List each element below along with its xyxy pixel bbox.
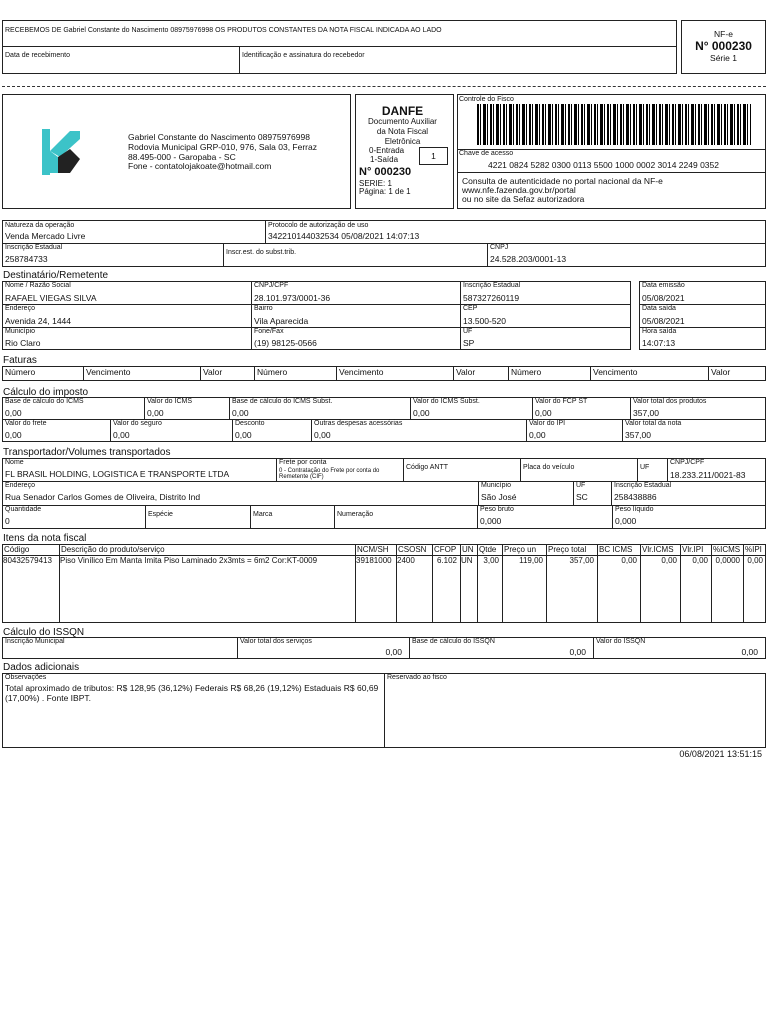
danfe-saida: 1-Saída — [370, 155, 399, 164]
hora-saida: 14:07:13 — [642, 338, 676, 348]
valor-produtos: 357,00 — [633, 408, 659, 418]
barcode — [477, 104, 751, 145]
col-header-csosn: CSOSN — [398, 545, 427, 554]
dest-cep: 13.500-520 — [463, 316, 507, 326]
col-header-cfop: CFOP — [434, 545, 457, 554]
danfe-line2: da Nota Fiscal — [376, 127, 429, 136]
transp-frete: 0 - Contratação do Frete por conta do Remetente (CIF) — [279, 468, 380, 480]
dest-municipio: Rio Claro — [5, 338, 41, 348]
danfe-entrada: 0-Entrada — [369, 146, 405, 155]
print-timestamp: 06/08/2021 13:51:15 — [679, 749, 762, 759]
faturas-title: Faturas — [3, 355, 37, 366]
nfe-number: N° 000230 — [695, 39, 752, 53]
transp-uf: SC — [576, 492, 588, 502]
data-saida: 05/08/2021 — [642, 316, 685, 326]
danfe-title: DANFE — [381, 104, 424, 118]
col-header-vlr-icms: Vlr.ICMS — [642, 545, 674, 554]
col-header-descricao: Descrição do produto/serviço — [61, 545, 165, 554]
emitter-line3: 88.495-000 - Garopaba - SC — [128, 152, 236, 162]
item-cell-pct-ipi: 0,00 — [747, 556, 763, 565]
dest-nome: RAFAEL VIEGAS SILVA — [5, 293, 97, 303]
transp-cnpj: 18.233.211/0021-83 — [670, 470, 746, 480]
item-cell-bc-icms: 0,00 — [621, 556, 637, 565]
col-header-vlr-ipi: Vlr.IPI — [682, 545, 704, 554]
transportador-title: Transportador/Volumes transportados — [3, 447, 171, 458]
transp-endereco: Rua Senador Carlos Gomes de Oliveira, Distrito Ind — [5, 492, 201, 502]
col-header-pct-ipi: %IPI — [745, 545, 762, 554]
nfe-serie: Série 1 — [710, 53, 737, 63]
itens-title: Itens da nota fiscal — [3, 533, 87, 544]
receipt-date-label: Data de recebimento — [5, 52, 70, 59]
col-header-preco-un: Preço un — [504, 545, 537, 554]
consulta-line1: Consulta de autenticidade no portal nacional da NF-e — [462, 176, 663, 186]
danfe-number: N° 000230 — [359, 166, 412, 178]
dest-cnpj: 28.101.973/0001-36 — [254, 293, 331, 303]
chave-label: Chave de acesso — [459, 150, 514, 157]
consulta-line3: ou no site da Sefaz autorizadora — [462, 194, 585, 204]
col-header-qtde: Qtde — [479, 545, 497, 554]
protocolo: 342210144032534 05/08/2021 14:07:13 — [268, 231, 420, 241]
observacoes: Total aproximado de tributos: R$ 128,95 (36,12%) Federais R$ 68,26 (19,12%) Estaduais R$ 60,69 (17,00%) . Fonte IBPT. — [5, 683, 379, 703]
transp-municipio: São José — [481, 492, 517, 502]
danfe-tipo: 1 — [431, 151, 436, 161]
col-header-ncm: NCM/SH — [357, 545, 389, 554]
controle-fisco-label: Controle do Fisco — [459, 96, 514, 103]
emitter-line1: Gabriel Constante do Nascimento 08975976998 — [128, 132, 310, 142]
item-cell-descricao: Piso Vinílico Em Manta Imita Piso Laminado 2x3mts = 6m2 Cor:KT-0009 — [60, 556, 318, 565]
chave-acesso: 4221 0824 5282 0300 0113 5500 1000 0002 3014 2249 0352 — [488, 160, 719, 170]
danfe-line3: Eletrônica — [384, 137, 421, 146]
data-emissao: 05/08/2021 — [642, 293, 685, 303]
valor-nota: 357,00 — [625, 430, 651, 440]
item-cell-cfop: 6.102 — [436, 556, 457, 565]
col-header-pct-icms: %ICMS — [713, 545, 741, 554]
receipt-text: RECEBEMOS DE Gabriel Constante do Nascimento 08975976998 OS PRODUTOS CONSTANTES DA NOTA FISCAL INDICADA AO LADO — [5, 27, 442, 34]
imposto-title: Cálculo do imposto — [3, 387, 89, 398]
logo — [40, 127, 84, 177]
dest-endereco: Avenida 24, 1444 — [5, 316, 72, 326]
danfe-serie: SERIE: 1 — [359, 179, 392, 188]
emitter-line4: Fone - contatolojakoate@hotmail.com — [128, 161, 272, 171]
item-cell-ncm: 39181000 — [356, 556, 392, 565]
destinatario-title: Destinatário/Remetente — [3, 270, 109, 281]
natureza-operacao: Venda Mercado Livre — [5, 231, 86, 241]
cut-line — [2, 86, 766, 87]
col-header-codigo: Código — [4, 545, 30, 554]
transp-ie: 258438886 — [614, 492, 657, 502]
col-header-preco-total: Preço total — [548, 545, 587, 554]
item-cell-preco-un: 119,00 — [519, 556, 543, 565]
item-cell-vlr-ipi: 0,00 — [692, 556, 708, 565]
item-cell-codigo: 80432579413 — [3, 556, 52, 565]
item-cell-csosn: 2400 — [397, 556, 415, 565]
dest-fone: (19) 98125-0566 — [254, 338, 317, 348]
consulta-line2: www.nfe.fazenda.gov.br/portal — [462, 185, 576, 195]
adicionais-title: Dados adicionais — [3, 662, 80, 673]
emitter-cnpj: 24.528.203/0001-13 — [490, 254, 567, 264]
danfe-pagina: Página: 1 de 1 — [359, 187, 411, 196]
col-header-bc-icms: BC ICMS — [599, 545, 633, 554]
emitter-line2: Rodovia Municipal GRP-010, 976, Sala 03, Ferraz — [128, 142, 317, 152]
danfe-line1: Documento Auxiliar — [368, 117, 437, 126]
item-cell-qtde: 3,00 — [483, 556, 499, 565]
col-header-un: UN — [462, 545, 474, 554]
dest-ie: 587327260119 — [463, 293, 520, 303]
receipt-sign-label: Identificação e assinatura do recebedor — [242, 52, 365, 59]
item-cell-preco-total: 357,00 — [569, 556, 594, 565]
nfe-label: NF-e — [714, 29, 733, 39]
dest-uf: SP — [463, 338, 475, 348]
item-cell-pct-icms: 0,0000 — [715, 556, 740, 565]
item-cell-vlr-icms: 0,00 — [661, 556, 677, 565]
transp-nome: FL BRASIL HOLDING, LOGISTICA E TRANSPORTE LTDA — [5, 469, 230, 479]
dest-bairro: Vila Aparecida — [254, 316, 309, 326]
issqn-title: Cálculo do ISSQN — [3, 627, 85, 638]
item-cell-un: UN — [461, 556, 473, 565]
emitter-ie: 258784733 — [5, 254, 48, 264]
